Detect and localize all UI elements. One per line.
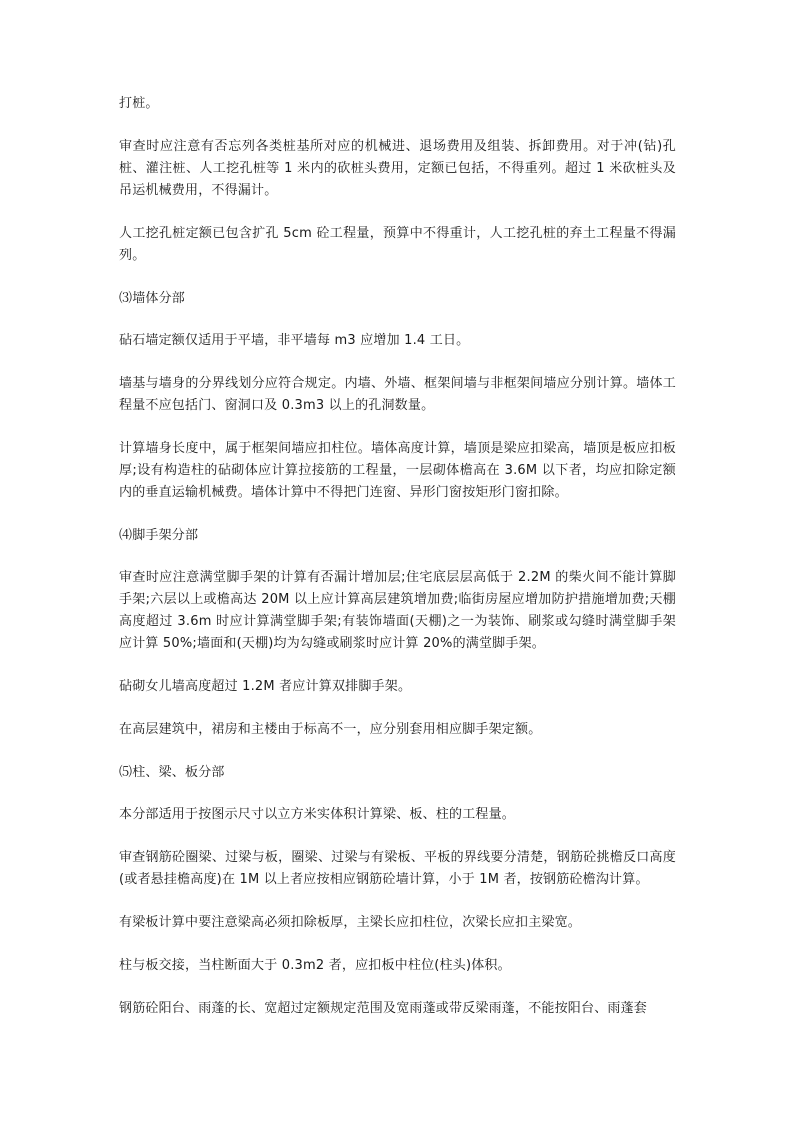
paragraph-6: 墙基与墙身的分界线划分应符合规定。内墙、外墙、框架间墙与非框架间墙应分别计算。墙体工程量不应包括门、窗洞口及 0.3m3 以上的孔洞数量。 [119,376,676,413]
paragraph-10: 砧砌女儿墙高度超过 1.2M 者应计算双排脚手架。 [119,679,412,694]
paragraph-11: 在高层建筑中，裙房和主楼由于标高不一，应分别套用相应脚手架定额。 [119,722,542,737]
section-heading-column-beam-slab: ⑸柱、梁、板分部 [119,765,225,780]
paragraph-7: 计算墙身长度中，属于框架间墙应扣柱位。墙体高度计算，墙顶是梁应扣梁高，墙顶是板应扣板厚;设有构造柱的砧砌体应计算拉接筋的工程量，一层砌体檐高在 3.6M 以下者，均应扣除定额内的垂直运输机械费。墙体计算中不得把门连窗、异形门窗按矩形门窗扣除。 [119,441,676,500]
paragraph-1: 打桩。 [119,96,159,111]
paragraph-14: 审查钢筋砼圈梁、过梁与板，圈梁、过梁与有梁板、平板的界线要分清楚，钢筋砼挑檐反口高度(或者悬挂檐高度)在 1M 以上者应按相应钢筋砼墙计算，小于 1M 者，按钢筋砼檐沟计算。 [119,850,676,887]
paragraph-17: 钢筋砼阳台、雨蓬的长、宽超过定额规定范围及宽雨蓬或带反梁雨蓬，不能按阳台、雨蓬套 [119,1001,648,1016]
section-heading-wall: ⑶墙体分部 [119,291,186,306]
paragraph-5: 砧石墙定额仅适用于平墙，非平墙每 m3 应增加 1.4 工日。 [119,333,470,348]
paragraph-13: 本分部适用于按图示尺寸以立方米实体积计算梁、板、柱的工程量。 [119,807,516,822]
paragraph-16: 柱与板交接，当柱断面大于 0.3m2 者，应扣板中柱位(柱头)体积。 [119,958,511,973]
paragraph-3: 人工挖孔桩定额已包含扩孔 5cm 砼工程量，预算中不得重计，人工挖孔桩的弃土工程量不得漏列。 [119,226,676,263]
paragraph-15: 有梁板计算中要注意梁高必须扣除板厚，主梁长应扣柱位，次梁长应扣主梁宽。 [119,915,582,930]
paragraph-9: 审查时应注意满堂脚手架的计算有否漏计增加层;住宅底层层高低于 2.2M 的柴火间不能计算脚手架;六层以上或檐高达 20M 以上应计算高层建筑增加费;临街房屋应增加防护措施增加费;天棚高度超过 3.6m 时应计算满堂脚手架;有装饰墙面(天棚)之一为装饰、刷浆或勾缝时满堂脚手架应计算 50%;墙面和(天棚)均为勾缝或刷浆时应计算 20%的满堂脚手架。 [119,570,676,651]
paragraph-2: 审查时应注意有否忘列各类桩基所对应的机械进、退场费用及组装、拆卸费用。对于冲(钻)孔桩、灌注桩、人工挖孔桩等 1 米内的砍桩头费用，定额已包括，不得重列。超过 1 米砍桩头及吊运机械费用，不得漏计。 [119,139,676,198]
section-heading-scaffold: ⑷脚手架分部 [119,528,199,543]
